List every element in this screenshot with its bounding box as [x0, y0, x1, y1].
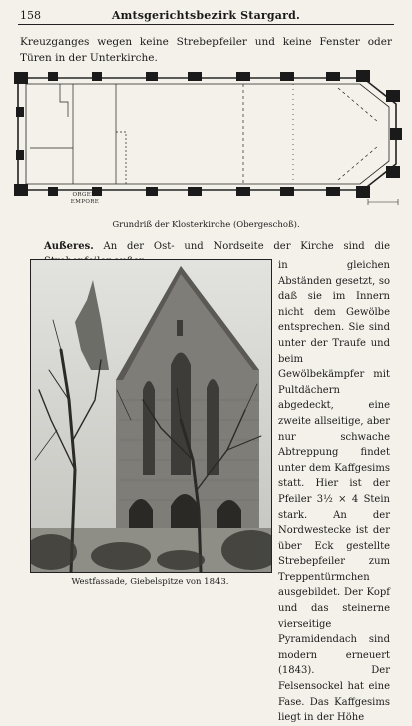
- floor-plan: [8, 62, 404, 212]
- section-heading: Außeres.: [44, 241, 94, 252]
- section-column-text: in gleichen Abständen gesetzt, so daß sie im Innern nicht dem Gewölbe entsprechen. Sie sind unter der Traufe und beim Gewölbekämpfer mit Pultdächern abgedeckt, eine zweite allseitige, aber nur schwache Abtreppung findet unter dem Kaffgesims statt. Hier ist der Pfeiler 3½ × 4 Stein stark. An der Nordwestecke ist der über Eck gestellte Strebepfeiler zum Treppentürmchen ausgebildet. Der Kopf und das steinerne vierseitige Pyramidendach sind modern erneuert (1843). Der Felsensockel hat eine Fase. Das Kaffgesims liegt in der Höhe: [278, 260, 390, 724]
- floor-plan-drawing: [8, 62, 404, 212]
- floor-plan-caption: Grundriß der Klosterkirche (Obergeschoß).: [112, 220, 300, 230]
- page-number: 158: [20, 9, 41, 22]
- running-header: Amtsgerichtsbezirk Stargard.: [111, 9, 301, 22]
- section-first-line-text: An der Ost- und Nordseite der Kirche sind die: [103, 241, 390, 252]
- church-photo: [30, 259, 272, 573]
- organ-gallery-label: ORGEL-EMPORE: [70, 192, 100, 205]
- photo-caption: Westfassade, Giebelspitze von 1843.: [71, 577, 229, 587]
- intro-paragraph: Kreuzganges wegen keine Strebepfeiler und keine Fenster oder Türen in der Unterkirche.: [20, 36, 392, 64]
- header-rule: [18, 24, 394, 25]
- church-facade-illustration: [31, 260, 271, 572]
